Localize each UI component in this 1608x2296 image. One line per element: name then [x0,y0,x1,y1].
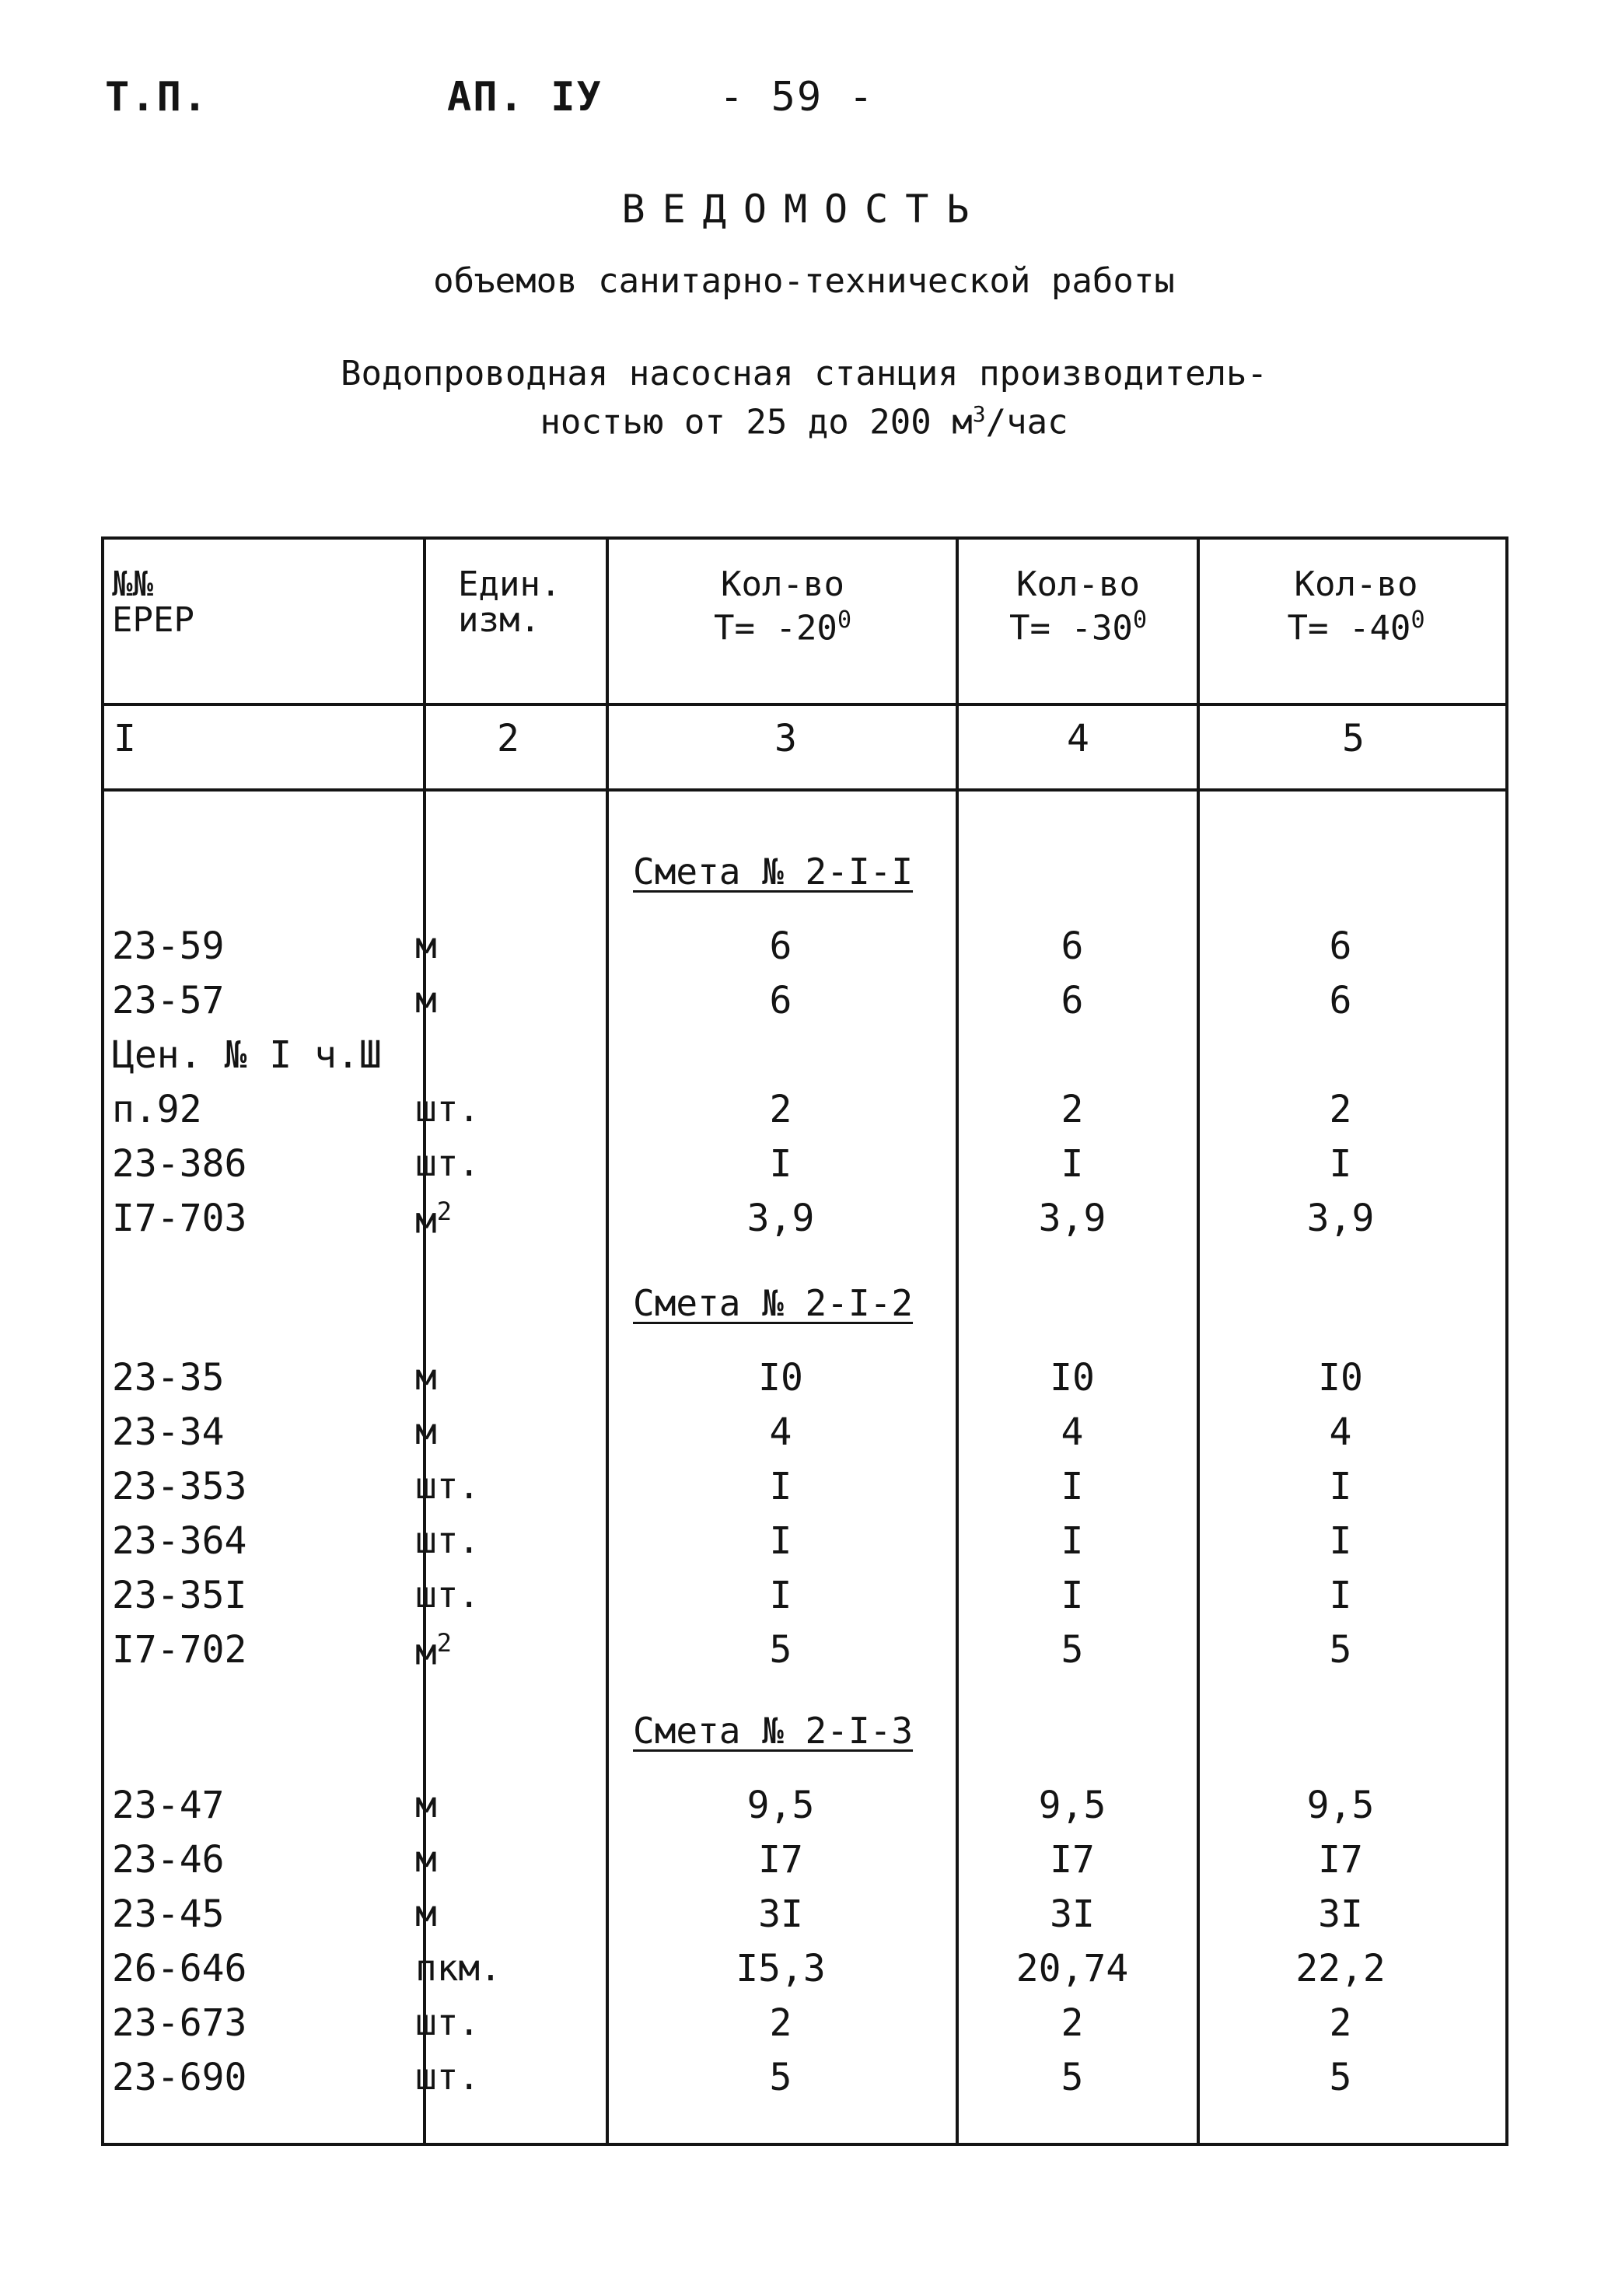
unit-of-measure: шт. [415,1574,481,1616]
number-row-divider [104,788,1505,792]
qty-minus-30: 3I [1050,1892,1095,1936]
unit-of-measure: м [415,1356,437,1398]
table-row [104,1574,1505,1628]
document-description [0,354,1608,443]
erer-code: 23-59 [112,924,225,968]
header-qty-30: Кол-во $Т= -30^0$ [1008,564,1147,648]
unit-of-measure: шт. [415,1465,481,1507]
qty-minus-40: 5 [1329,2056,1352,2099]
erer-code: 23-386 [112,1142,247,1186]
table-row [104,1410,1505,1465]
header-qty-20: Кол-во $Т= -20^0$ [713,564,851,648]
description-line-1: Водопроводная насосная станция производитель- [340,354,1268,393]
erer-code: 23-45 [112,1892,225,1936]
album-number: АП. IУ [447,74,603,121]
qty-minus-30: 2 [1061,1088,1084,1131]
unit-of-measure: м [415,979,437,1021]
qty-minus-30: 3,9 [1038,1197,1106,1240]
qty-minus-40: 3,9 [1306,1197,1375,1240]
qty-minus-30: I [1061,1574,1084,1617]
qty-minus-40: 2 [1329,2001,1352,2045]
qty-minus-40: 6 [1329,924,1352,968]
qty-minus-30: 5 [1061,1628,1084,1672]
qty-minus-30: I [1061,1465,1084,1508]
estimate-section-title: Смета № 2-I-2 [633,1282,914,1324]
qty-minus-20: I [769,1142,792,1186]
header-unit: Един. изм. [458,564,561,640]
table-row [104,1892,1505,1947]
erer-code: 23-35I [112,1574,247,1617]
header-qty-40: Кол-во $Т= -40^0$ [1287,564,1425,648]
unit-of-measure: шт. [415,1519,481,1561]
table-row [104,1142,1505,1197]
qty-minus-40: I7 [1318,1838,1363,1882]
table-row [104,2056,1505,2110]
estimate-section-title: Смета № 2-I-I [633,851,914,893]
qty-minus-40: 5 [1329,1628,1352,1672]
qty-minus-30: I [1061,1142,1084,1186]
qty-minus-20: I [769,1519,792,1563]
qty-minus-20: I0 [758,1356,803,1400]
table-row [104,1784,1505,1838]
unit-of-measure: м [415,1838,437,1880]
header-erer: №№ ЕРЕР [112,564,194,640]
page-number: - 59 - [719,74,875,121]
document-subtitle: объемов санитарно-технической работы [433,261,1175,301]
qty-minus-30: 20,74 [1015,1947,1129,1990]
qty-minus-20: 2 [769,2001,792,2045]
qty-minus-30: 4 [1061,1410,1084,1454]
erer-code: 23-57 [112,979,225,1022]
qty-minus-20: I7 [758,1838,803,1882]
table-row [104,1197,1505,1251]
col-number-4: 4 [1067,717,1089,760]
erer-code: 23-35 [112,1356,225,1400]
qty-minus-40: 4 [1329,1410,1352,1454]
erer-code: 23-690 [112,2056,247,2099]
qty-minus-30: 2 [1061,2001,1084,2045]
qty-minus-30: I [1061,1519,1084,1563]
erer-code: 26-646 [112,1947,247,1990]
qty-minus-30: 5 [1061,2056,1084,2099]
table-row [104,924,1505,979]
qty-minus-20: 2 [769,1088,792,1131]
unit-of-measure: шт. [415,1142,481,1184]
qty-minus-30: 9,5 [1038,1784,1106,1827]
qty-minus-20: 5 [769,1628,792,1672]
qty-minus-40: I [1329,1519,1352,1563]
table-row [104,1838,1505,1892]
qty-minus-20: 5 [769,2056,792,2099]
unit-of-measure: $м^2$ [415,1197,452,1242]
qty-minus-20: 6 [769,979,792,1022]
erer-code: I7-703 [112,1197,247,1240]
unit-of-measure: м [415,1410,437,1452]
unit-of-measure: м [415,924,437,966]
erer-code: 23-46 [112,1838,225,1882]
table-row [104,1465,1505,1519]
erer-code: 23-353 [112,1465,247,1508]
qty-minus-30: 6 [1061,979,1084,1022]
qty-minus-40: I [1329,1574,1352,1617]
table-row [104,1628,1505,1683]
table-row [104,2001,1505,2056]
qty-minus-20: I [769,1574,792,1617]
qty-minus-20: 9,5 [746,1784,815,1827]
qty-minus-30: I0 [1050,1356,1095,1400]
qty-minus-40: I0 [1318,1356,1363,1400]
qty-minus-20: I5,3 [736,1947,826,1990]
table-row [104,1033,1505,1088]
col-number-1: I [114,717,136,760]
qty-minus-40: I [1329,1465,1352,1508]
erer-code: 23-47 [112,1784,225,1827]
sheet-code: Т.П. [105,74,209,121]
erer-code: 23-364 [112,1519,247,1563]
col-number-2: 2 [497,717,519,760]
unit-of-measure: м [415,1784,437,1826]
table-row [104,1519,1505,1574]
unit-of-measure: шт. [415,1088,481,1130]
erer-code: 23-673 [112,2001,247,2045]
qty-minus-40: 2 [1329,1088,1352,1131]
qty-minus-20: 3I [758,1892,803,1936]
qty-minus-40: 9,5 [1306,1784,1375,1827]
unit-of-measure: пкм. [415,1947,502,1989]
header-divider [104,703,1505,706]
description-line-2: ностью от 25 до 200 $м^3$/час [540,401,1068,442]
qty-minus-40: 6 [1329,979,1352,1022]
qty-minus-20: 6 [769,924,792,968]
document-title: ВЕДОМОСТЬ [621,187,987,232]
qty-minus-30: I7 [1050,1838,1095,1882]
unit-of-measure: $м^2$ [415,1628,452,1673]
table-row [104,1947,1505,2001]
unit-of-measure: шт. [415,2056,481,2098]
qty-minus-20: I [769,1465,792,1508]
qty-minus-20: 3,9 [746,1197,815,1240]
unit-of-measure: м [415,1892,437,1934]
qty-minus-40: 22,2 [1295,1947,1386,1990]
table-row [104,1356,1505,1410]
volumes-table [101,536,1508,2146]
estimate-section-title: Смета № 2-I-3 [633,1710,914,1752]
col-number-5: 5 [1342,717,1365,760]
table-row [104,979,1505,1033]
table-row [104,1088,1505,1142]
erer-code: 23-34 [112,1410,225,1454]
erer-code: п.92 [112,1088,202,1131]
qty-minus-40: I [1329,1142,1352,1186]
unit-of-measure: шт. [415,2001,481,2043]
col-number-3: 3 [774,717,797,760]
qty-minus-20: 4 [769,1410,792,1454]
erer-code: Цен. № I ч.Ш [112,1033,382,1077]
qty-minus-40: 3I [1318,1892,1363,1936]
qty-minus-30: 6 [1061,924,1084,968]
erer-code: I7-702 [112,1628,247,1672]
